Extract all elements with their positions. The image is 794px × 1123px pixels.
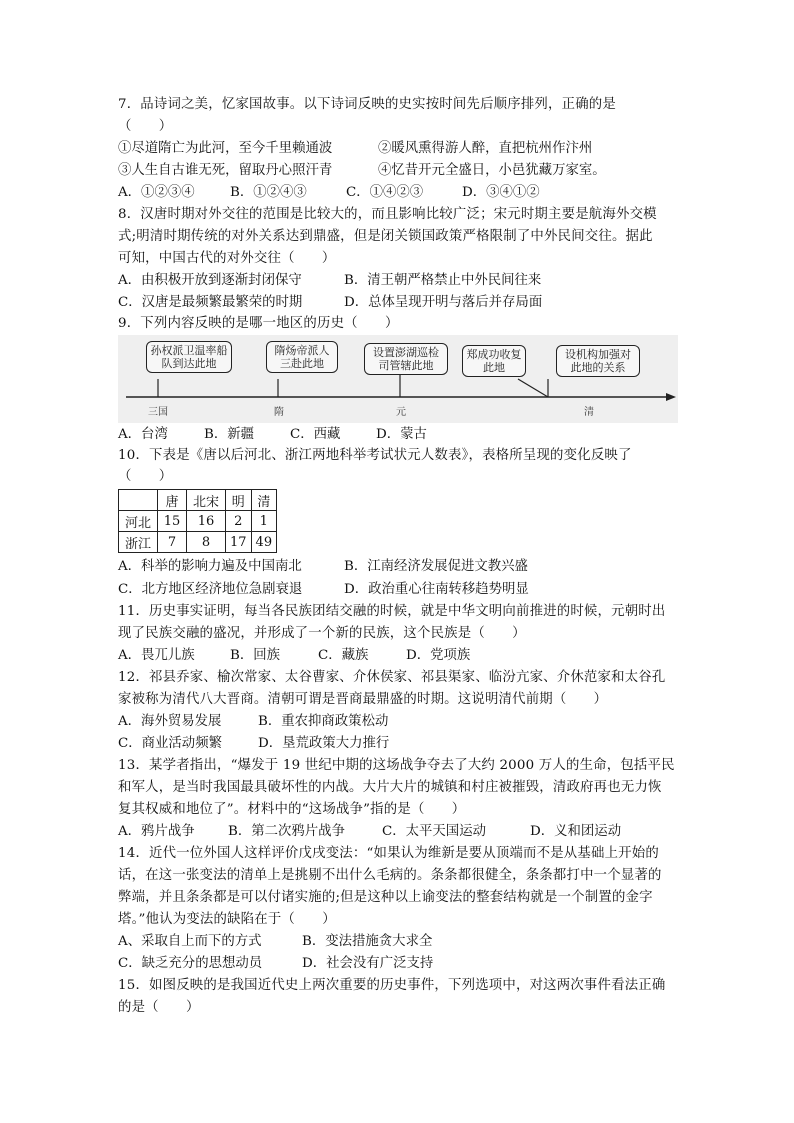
q12-option-b: B．重农抑商政策松动	[258, 714, 389, 729]
q10-option-d: D．政治重心往南转移趋势明显	[344, 582, 529, 597]
timeline-box-zheng-chenggong: 郑成功收复此地	[462, 345, 526, 377]
timeline-box-qing: 设机构加强对此地的关系	[556, 345, 640, 377]
q7-poem3: ③人生自古谁无死，留取丹心照汗青	[118, 163, 333, 178]
q9-option-b: B．新疆	[204, 427, 255, 442]
q8-option-c: C．汉唐是最频繁最繁荣的时期	[118, 295, 303, 310]
timeline-box-three-kingdoms: 孙权派卫温率船队到达此地	[146, 341, 232, 373]
q13-line1: 13．某学者指出，“爆发于 19 世纪中期的这场战争夺去了大约 2000 万人的生命，包括平民	[118, 758, 675, 773]
q14-line4: 塔。”他认为变法的缺陷在于（ ）	[118, 912, 336, 927]
q8-option-a: A．由积极开放到逐渐封闭保守	[118, 273, 302, 288]
q12-option-a: A．海外贸易发展	[118, 714, 222, 729]
table-row	[119, 532, 277, 553]
timeline-label-sui: 隋	[274, 407, 284, 418]
timeline-label-qing: 清	[584, 407, 594, 418]
table-header-cell: 明	[226, 490, 252, 511]
q9-timeline-figure	[118, 335, 678, 423]
q14-line2: 话，在这一张变法的清单上是挑剔不出什么毛病的。条条都很健全，条条都打中一个显著的	[118, 868, 662, 883]
q9-stem: 9．下列内容反映的是哪一地区的历史（ ）	[118, 316, 399, 331]
q7-stem-line2: （ ）	[118, 119, 173, 134]
q11-option-b: B．回族	[230, 648, 281, 663]
q15-line1: 15．如图反映的是我国近代史上两次重要的历史事件，下列选项中，对这两次事件看法正确	[118, 978, 666, 993]
q14-option-a: A、采取自上而下的方式	[118, 934, 262, 949]
q14-option-b: B．变法措施贪大求全	[302, 934, 433, 949]
q7-option-a: A．①②③④	[118, 185, 195, 200]
q7-poem2: ②暖风熏得游人醉，直把杭州作汴州	[378, 141, 593, 156]
q10-option-c: C．北方地区经济地位急剧衰退	[118, 582, 303, 597]
q14-line1: 14．近代一位外国人这样评价戊戌变法：“如果认为维新是要从顶端而不是从基础上开始的	[118, 846, 659, 861]
q12-line2: 家被称为清代八大晋商。清朝可谓是晋商最鼎盛的时期。这说明清代前期（ ）	[118, 692, 608, 707]
table-cell: 7	[158, 532, 187, 553]
table-cell: 16	[187, 511, 226, 532]
q11-option-d: D．党项族	[406, 648, 471, 663]
timeline-label-three-kingdoms: 三国	[148, 407, 168, 418]
q14-option-c: C．缺乏充分的思想动员	[118, 956, 263, 971]
q8-option-d: D．总体呈现开明与落后并存局面	[344, 295, 543, 310]
table-cell: 49	[251, 532, 277, 553]
q7-poem4: ④忆昔开元全盛日，小邑犹藏万家室。	[378, 163, 606, 178]
timeline-box-yuan: 设置澎湖巡检司管辖此地	[364, 343, 448, 375]
q7-stem-line1: 7．品诗词之美，忆家国故事。以下诗词反映的史实按时间先后顺序排列，正确的是	[118, 97, 616, 112]
q8-option-b: B．清王朝严格禁止中外民间往来	[344, 273, 542, 288]
table-header-cell: 清	[251, 490, 277, 511]
q13-option-a: A．鸦片战争	[118, 824, 195, 839]
q11-option-c: C．藏族	[318, 648, 369, 663]
table-cell: 河北	[119, 511, 158, 532]
q13-option-c: C．太平天国运动	[382, 824, 486, 839]
q9-option-d: D．蒙古	[376, 427, 427, 442]
q7-option-c: C．①④②③	[346, 185, 424, 200]
q9-option-a: A．台湾	[118, 427, 168, 442]
table-cell: 1	[251, 511, 277, 532]
q14-line3: 弊端，并且条条都是可以付诸实施的;但是这种以上谕变法的整套结构就是一个制置的金字	[118, 890, 653, 905]
q12-option-d: D．垦荒政策大力推行	[258, 736, 390, 751]
q10-line2: （ ）	[118, 469, 173, 484]
q11-line2: 现了民族交融的盛况，并形成了一个新的民族，这个民族是（ ）	[118, 626, 526, 641]
table-cell: 2	[226, 511, 252, 532]
timeline-box-sui: 隋炀帝派人三赴此地	[266, 341, 338, 373]
q9-option-c: C．西藏	[290, 427, 341, 442]
table-header-cell: 唐	[158, 490, 187, 511]
q10-line1: 10．下表是《唐以后河北、浙江两地科举考试状元人数表》，表格所呈现的变化反映了	[118, 448, 632, 463]
q10-zhuangyuan-table	[118, 489, 277, 553]
q13-option-b: B．第二次鸦片战争	[228, 824, 345, 839]
timeline-label-yuan: 元	[396, 407, 406, 418]
q11-option-a: A．畏兀儿族	[118, 648, 195, 663]
table-cell: 浙江	[119, 532, 158, 553]
q8-line1: 8．汉唐时期对外交往的范围是比较大的，而且影响比较广泛；宋元时期主要是航海外交模	[118, 207, 657, 222]
q11-line1: 11．历史事实证明，每当各民族团结交融的时候，就是中华文明向前推进的时候，元朝时出	[118, 604, 666, 619]
q15-line2: 的是（ ）	[118, 1000, 200, 1015]
q10-option-b: B．江南经济发展促进文教兴盛	[344, 559, 528, 574]
q7-option-d: D．③④①②	[462, 185, 540, 200]
q7-option-b: B．①②④③	[230, 185, 307, 200]
q13-line2: 和军人，是当时我国最具破坏性的内战。大片大片的城镇和村庄被摧毁，清政府再也无力恢	[118, 780, 662, 795]
q7-poem1: ①尽道隋亡为此河，至今千里赖通波	[118, 141, 333, 156]
table-cell: 15	[158, 511, 187, 532]
q8-line3: 可知，中国古代的对外交往（ ）	[118, 251, 336, 266]
q8-line2: 式;明清时期传统的对外关系达到鼎盛，但是闭关锁国政策严格限制了中外民间交往。据此	[118, 229, 653, 244]
q10-option-a: A．科举的影响力遍及中国南北	[118, 559, 302, 574]
q13-option-d: D．义和团运动	[530, 824, 622, 839]
q12-option-c: C．商业活动频繁	[118, 736, 222, 751]
table-row	[119, 511, 277, 532]
q13-line3: 复其权威和地位了”。材料中的“这场战争”指的是（ ）	[118, 802, 466, 817]
table-cell: 17	[226, 532, 252, 553]
q12-line1: 12．祁县乔家、榆次常家、太谷曹家、介休侯家、祁县渠家、临汾亢家、介休范家和太谷孔	[118, 670, 666, 685]
table-cell: 8	[187, 532, 226, 553]
table-header-cell	[119, 490, 158, 511]
table-header-row	[119, 490, 277, 511]
table-header-cell: 北宋	[187, 490, 226, 511]
q14-option-d: D．社会没有广泛支持	[302, 956, 434, 971]
